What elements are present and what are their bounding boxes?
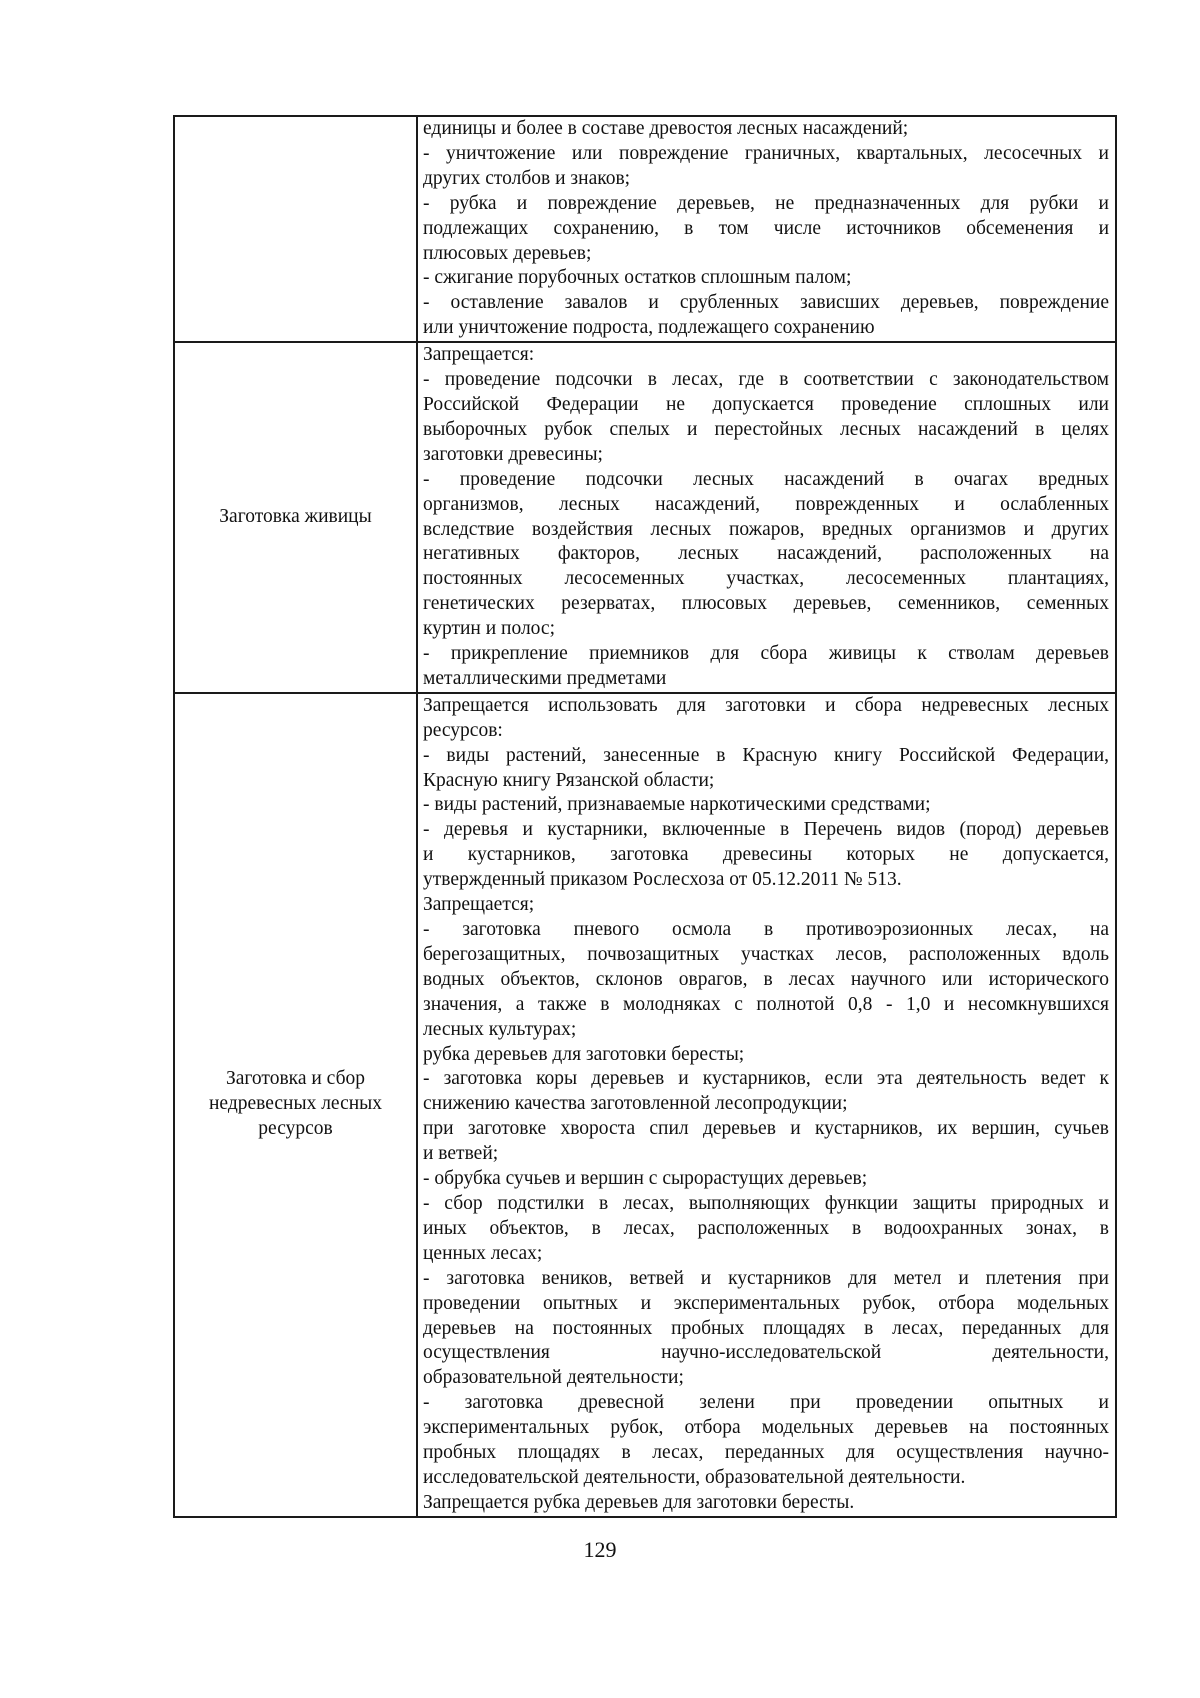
text-line: - прикрепление приемников для сбора живицы к стволам деревьев [423, 643, 1109, 665]
activity-label-line: ресурсов [258, 1118, 333, 1140]
text-line: - заготовка веников, ветвей и кустарников для метел и плетения при [423, 1267, 1109, 1289]
text-line: - проведение подсочки в лесах, где в соответствии с законодательством [423, 369, 1109, 391]
text-line: Запрещается: [423, 344, 535, 366]
text-line: осуществления научно-исследовательской деятельности, [423, 1342, 1109, 1364]
activity-label-line: Заготовка и сбор [226, 1068, 365, 1090]
text-line: - рубка и повреждение деревьев, не предназначенных для рубки и [423, 192, 1109, 214]
text-line: - проведение подсочки лесных насаждений в очагах вредных [423, 468, 1109, 490]
text-line: ценных лесах; [423, 1242, 543, 1264]
text-line: при заготовке хвороста спил деревьев и кустарников, их вершин, сучьев [423, 1118, 1109, 1140]
text-line: и кустарников, заготовка древесины которых не допускается, [423, 844, 1109, 866]
text-line: - сбор подстилки в лесах, выполняющих функции защиты природных и [423, 1192, 1109, 1214]
regulations-table [173, 115, 1117, 1518]
text-line: организмов, лесных насаждений, поврежденных и ослабленных [423, 493, 1109, 515]
text-line: исследовательской деятельности, образовательной деятельности. [423, 1466, 966, 1488]
text-line: лесных культурах; [423, 1018, 577, 1040]
text-line: - виды растений, занесенные в Красную книгу Российской Федерации, [423, 744, 1109, 766]
text-line: - сжигание порубочных остатков сплошным палом; [423, 267, 852, 289]
text-line: - деревья и кустарники, включенные в Перечень видов (пород) деревьев [423, 819, 1109, 841]
text-line: значения, а также в молодняках с полнотой 0,8 - 1,0 и несомкнувшихся [423, 993, 1109, 1015]
text-line: проведении опытных и экспериментальных рубок, отбора модельных [423, 1292, 1109, 1314]
text-line: постоянных лесосеменных участках, лесосеменных плантациях, [423, 568, 1109, 590]
activity-cell: Заготовка живицы [174, 342, 417, 693]
text-line: плюсовых деревьев; [423, 242, 592, 264]
text-line: иных объектов, в лесах, расположенных в водоохранных зонах, в [423, 1217, 1109, 1239]
text-line: пробных площадях в лесах, переданных для осуществления научно- [423, 1442, 1109, 1464]
text-line: вследствие воздействия лесных пожаров, вредных организмов и других [423, 518, 1109, 540]
table-row [174, 342, 1116, 693]
text-line: генетических резерватах, плюсовых деревьев, семенников, семенных [423, 593, 1109, 615]
text-line: - заготовка пневого осмола в противоэрозионных лесах, на [423, 919, 1109, 940]
text-line: Запрещается использовать для заготовки и сбора недревесных лесных [423, 694, 1109, 716]
text-line: Запрещается рубка деревьев для заготовки бересты. [423, 1491, 855, 1513]
text-line: - оставление завалов и срубленных зависших деревьев, повреждение [423, 292, 1109, 314]
text-line: или уничтожение подроста, подлежащего сохранению [423, 317, 875, 339]
text-line: берегозащитных, почвозащитных участках лесов, расположенных вдоль [423, 943, 1109, 965]
text-line: экспериментальных рубок, отбора модельных деревьев на постоянных [423, 1417, 1109, 1439]
restrictions-cell [417, 116, 1116, 342]
text-line: рубка деревьев для заготовки бересты; [423, 1043, 745, 1065]
text-line: снижению качества заготовленной лесопродукции; [423, 1093, 848, 1115]
activity-cell [174, 116, 417, 342]
restrictions-cell [417, 342, 1116, 693]
text-line: других столбов и знаков; [423, 167, 631, 189]
text-line: утвержденный приказом Рослесхоза от 05.12.2011 № 513. [423, 869, 902, 891]
restrictions-cell [417, 693, 1116, 1517]
text-line: ресурсов: [423, 719, 503, 741]
text-line: единицы и более в составе древостоя лесных насаждений; [423, 118, 909, 139]
text-line: - уничтожение или повреждение граничных, квартальных, лесосечных и [423, 142, 1109, 164]
text-line: металлическими предметами [423, 667, 667, 689]
activity-label-line: недревесных лесных [208, 1093, 383, 1115]
text-line: подлежащих сохранению, в том числе источников обсеменения и [423, 217, 1109, 239]
text-line: и ветвей; [423, 1143, 499, 1165]
activity-cell [174, 693, 417, 1517]
text-line: образовательной деятельности; [423, 1367, 684, 1389]
text-line: - заготовка древесной зелени при проведении опытных и [423, 1392, 1109, 1414]
text-line: деревьев на постоянных пробных площадях в лесах, переданных для [423, 1317, 1109, 1339]
text-line: Российской Федерации не допускается проведение сплошных или [423, 393, 1109, 415]
table-row [174, 116, 1116, 342]
page-number: 129 [583, 1537, 617, 1562]
table-row [174, 693, 1116, 1517]
text-line: Запрещается; [423, 894, 535, 916]
text-line: куртин и полос; [423, 618, 555, 640]
text-line: - заготовка коры деревьев и кустарников, если эта деятельность ведет к [423, 1068, 1109, 1090]
text-line: водных объектов, склонов оврагов, в лесах научного или исторического [423, 968, 1109, 990]
text-line: выборочных рубок спелых и перестойных лесных насаждений в целях [423, 418, 1109, 440]
text-line: Красную книгу Рязанской области; [423, 769, 715, 791]
text-line: заготовки древесины; [423, 443, 603, 465]
text-line: - обрубка сучьев и вершин с сырорастущих деревьев; [423, 1168, 868, 1190]
text-line: - виды растений, признаваемые наркотическими средствами; [423, 794, 931, 816]
text-line: негативных факторов, лесных насаждений, расположенных на [423, 543, 1109, 565]
